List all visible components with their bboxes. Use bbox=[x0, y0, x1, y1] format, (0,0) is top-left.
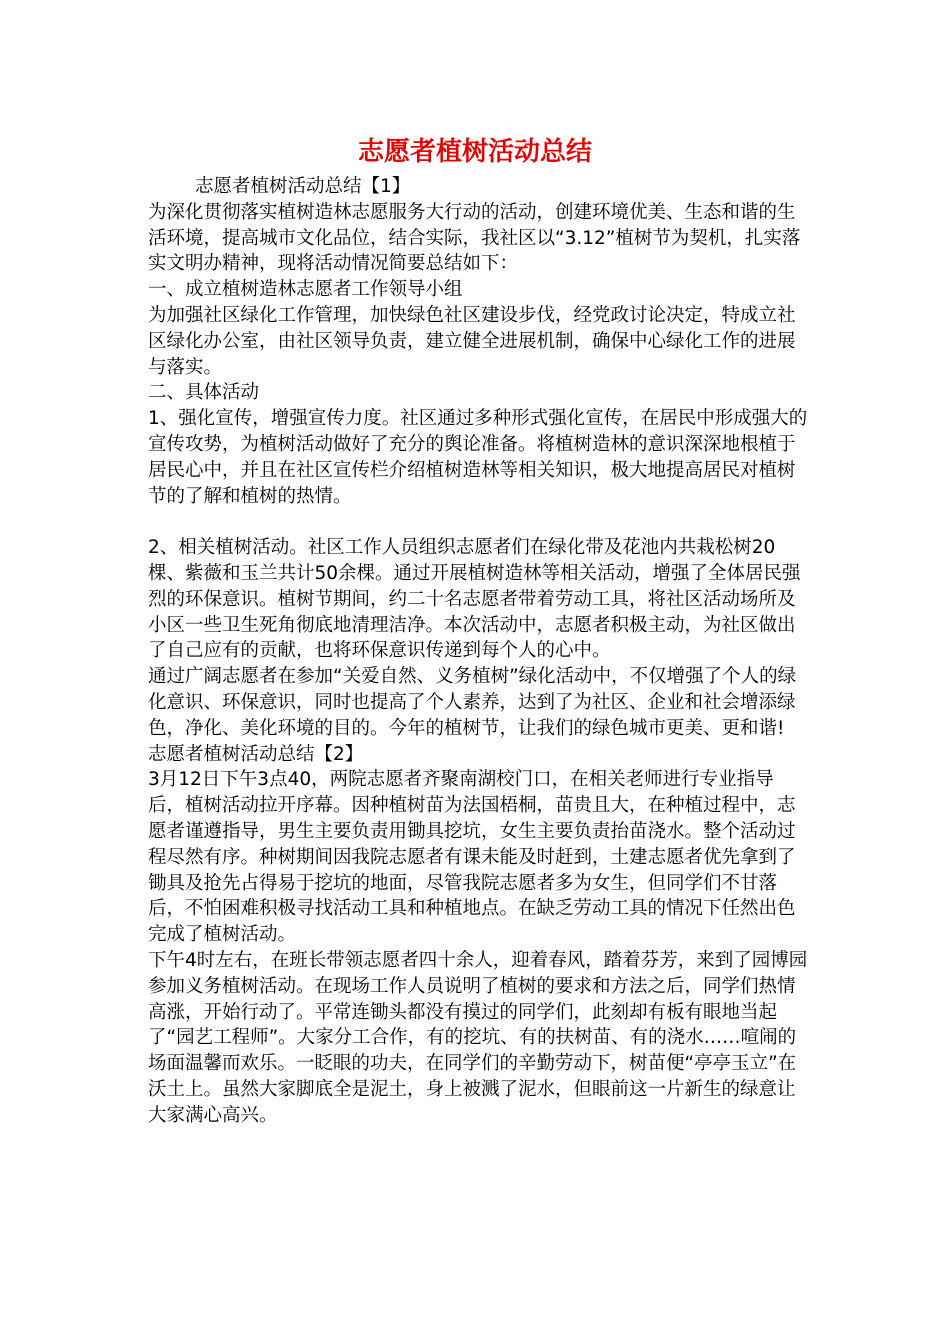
subheading-activities: 二、具体活动 bbox=[148, 382, 260, 404]
paragraph-march-12: 3月12日下午3点40，两院志愿者齐聚南湖校门口，在相关老师进行专业指导后，植树活动拉开序幕。因种植树苗为法国梧桐，苗贵且大，在种植过程中，志愿者谨遵指导，男生主要负责用锄具挖坑，女生主要负责抬苗浇水。整个活动过程尽然有序。种树期间因我院志愿者有课未能及时赶到，土建志愿者优先拿到了锄具及抢先占得易于挖坑的地面，尽管我院志愿者多为女生，但同学们不甘落后，不怕困难积极寻找活动工具和种植地点。在缺乏劳动工具的情况下任然出色完成了植树活动。 bbox=[148, 769, 796, 946]
paragraph-conclusion: 通过广阔志愿者在参加“关爱自然、义务植树”绿化活动中，不仅增强了个人的绿化意识、环保意识，同时也提高了个人素养，达到了为社区、企业和社会增添绿色，净化、美化环境的目的。今年的植树节，让我们的绿色城市更美、更和谐! bbox=[148, 666, 797, 739]
paragraph-leadership: 为加强社区绿化工作管理，加快绿色社区建设步伐，经党政讨论决定，特成立社区绿化办公室，由社区领导负责，建立健全进展机制，确保中心绿化工作的进展与落实。 bbox=[148, 304, 796, 378]
section-heading-1: 志愿者植树活动总结【1】 bbox=[195, 176, 411, 197]
paragraph-planting: 2、相关植树活动。社区工作人员组织志愿者们在绿化带及花池内共栽松树20棵、紫薇和玉兰共计50余棵。通过开展植树造林等相关活动，增强了全体居民强烈的环保意识。植树节期间，约二十名志愿者带着劳动工具，将社区活动场所及小区一些卫生死角彻底地清理洁净。本次活动中，志愿者积极主动，为社区做出了自己应有的贡献，也将环保意识传递到每个人的心中。 bbox=[148, 537, 801, 662]
subheading-leadership: 一、成立植树造林志愿者工作领导小组 bbox=[148, 279, 463, 301]
document-title: 志愿者植树活动总结 bbox=[357, 137, 592, 167]
paragraph-afternoon: 下午4时左右，在班长带领志愿者四十余人，迎着春风，踏着芬芳，来到了园博园参加义务植树活动。在现场工作人员说明了植树的要求和方法之后，同学们热情高涨，开始行动了。平常连锄头都没有摸过的同学们，此刻却有板有眼地当起了“园艺工程师”。大家分工合作，有的挖坑、有的扶树苗、有的浇水……喧闹的场面温馨而欢乐。一眨眼的功夫，在同学们的辛勤劳动下，树苗便“亭亭玉立”在沃土上。虽然大家脚底全是泥土，身上被溅了泥水，但眼前这一片新生的绿意让大家满心高兴。 bbox=[148, 949, 808, 1126]
paragraph-intro: 为深化贯彻落实植树造林志愿服务大行动的活动，创建环境优美、生态和谐的生活环境，提高城市文化品位，结合实际，我社区以“3.12”植树节为契机，扎实落实文明办精神，现将活动情况简要总结如下： bbox=[148, 201, 801, 275]
paragraph-publicity: 1、强化宣传，增强宣传力度。社区通过多种形式强化宣传，在居民中形成强大的宣传攻势，为植树活动做好了充分的舆论准备。将植树造林的意识深深地根植于居民心中，并且在社区宣传栏介绍植树造林等相关知识，极大地提高居民对植树节的了解和植树的热情。 bbox=[148, 408, 808, 507]
section-heading-2: 志愿者植树活动总结【2】 bbox=[148, 743, 364, 765]
document-body bbox=[142, 174, 808, 1128]
